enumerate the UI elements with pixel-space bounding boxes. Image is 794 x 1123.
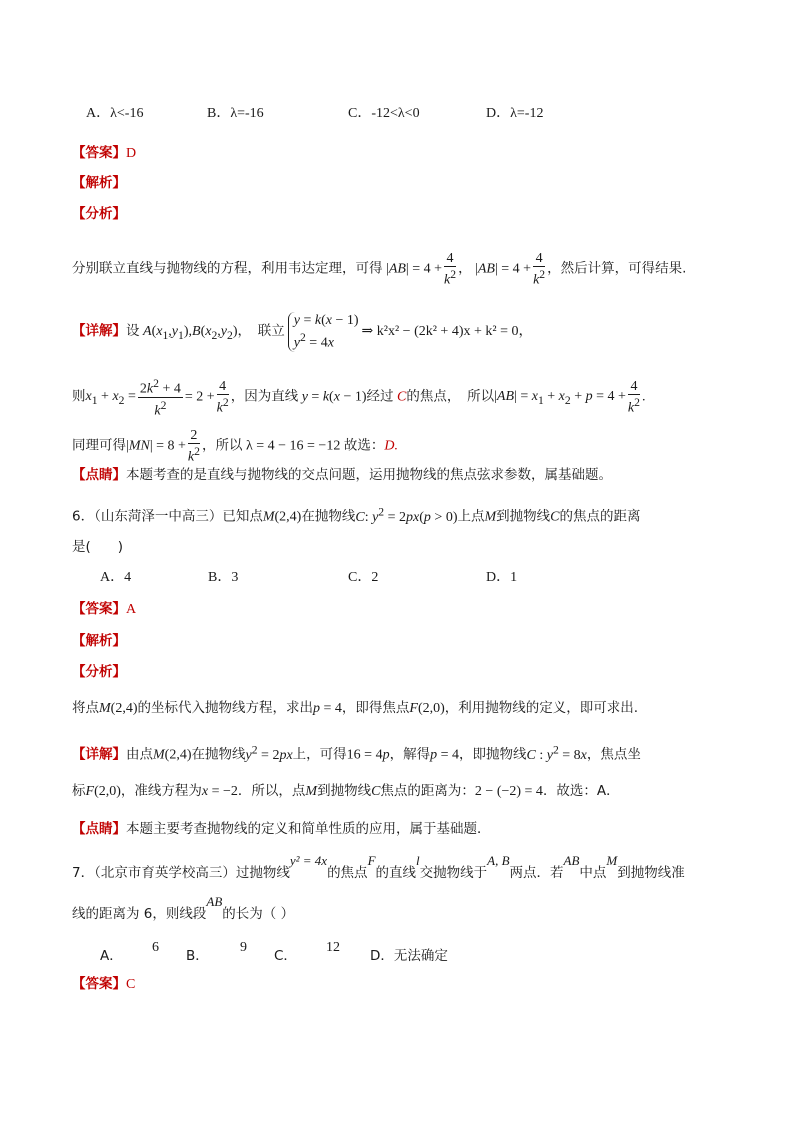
q6-detail-line1: 【详解】由点M(2,4)在抛物线$y^2 = 2px$上，可得16 = 4p，解得p = 4，即抛物线C : $y^2 = 8x$，焦点坐 <box>72 743 641 763</box>
q6-stem-line2: 是( ) <box>72 539 124 555</box>
q5-dianjing: 【点睛】本题考查的是直线与抛物线的交点问题，运用抛物线的焦点弦求参数，属基础题。 <box>72 467 612 483</box>
q7-option-b-value: 9 <box>240 940 247 955</box>
q5-option-d: D．λ=-12 <box>486 106 544 121</box>
q5-fenxi-heading: 【分析】 <box>72 206 126 222</box>
q5-detail-line2: 则$x_1 + x_2$ = $\frac{2k^2 + 4}{k^2}$ = 2 + $\frac{4}{k^2}$ ，因为直线 y = k(x − 1)经过 C的焦点， 所以$|AB| = x_1 + x_2 + p = 4$ + $\frac{4}{k^2}$ . <box>72 377 646 419</box>
q6-dianjing: 【点睛】本题主要考查抛物线的定义和简单性质的应用，属于基础题． <box>72 821 491 837</box>
q5-answer <box>72 143 136 164</box>
q6-option-b: B．3 <box>208 570 239 585</box>
q7-option-d: D．无法确定 <box>370 948 448 964</box>
q5-detail-line1: 【详解】设 $A(x_1,y_1),B(x_2,y_2)$， 联立 y = k(x − 1) $y^2 = 4x$ ⇒ k²x² − (2k² + 4)x + k² = 0， <box>72 313 533 351</box>
q5-option-c: C．-12<λ<0 <box>348 106 420 121</box>
q7-option-c: C． <box>274 948 297 964</box>
q7-stem-line2: 线的距离为 6，则线段AB的长为（ ） <box>72 894 295 922</box>
q6-stem-line1: 6．（山东菏泽一中高三）已知点M(2,4)在抛物线C: $y^2 = 2px(p > 0)$上点M到抛物线C的焦点的距离 <box>72 505 641 525</box>
q7-answer: 【答案】C <box>72 976 136 992</box>
q5-fenxi-text: 分别联立直线与抛物线的方程，利用韦达定理，可得 |AB| = 4 + $\frac{4}{k^2}$ ， |AB| = 4 + $\frac{4}{k^2}$ ，然后计算，可得结果. <box>72 251 687 288</box>
q6-analysis-heading: 【解析】 <box>72 633 126 649</box>
q6-option-d: D．1 <box>486 570 518 585</box>
q7-stem-line1: 7．（北京市育英学校高三）过抛物线y² = 4x的焦点F的直线l交抛物线于A, B两点．若AB中点M到抛物线准 <box>72 853 685 881</box>
q6-fenxi-heading: 【分析】 <box>72 664 126 680</box>
q6-option-c: C．2 <box>348 570 379 585</box>
q5-option-a: A．λ<-16 <box>86 106 144 121</box>
q6-option-a: A．4 <box>100 570 132 585</box>
q6-fenxi-text: 将点M(2,4)的坐标代入抛物线方程，求出p = 4，即得焦点F(2,0)，利用抛物线的定义，即可求出. <box>72 700 639 716</box>
q6-answer: 【答案】A <box>72 601 137 617</box>
q7-option-c-value: 12 <box>326 940 340 955</box>
q7-option-a: A． <box>100 948 123 964</box>
q5-option-b: B．λ=-16 <box>207 106 264 121</box>
q6-detail-line2: 标F(2,0)，准线方程为x = −2．所以，点M到抛物线C焦点的距离为：2 − (−2) = 4．故选：A． <box>72 783 620 799</box>
q7-option-a-value: 6 <box>152 940 159 955</box>
q7-option-b: B． <box>186 948 209 964</box>
q5-detail-line3: 同理可得|MN| = 8 + $\frac{2}{k^2}$ ，所以 λ = 4 − 16 = −12 故选：D. <box>72 428 398 465</box>
q5-analysis-heading: 【解析】 <box>72 175 126 191</box>
answer-tag: 【答案】 <box>72 145 126 161</box>
answer-value: D <box>126 146 137 161</box>
